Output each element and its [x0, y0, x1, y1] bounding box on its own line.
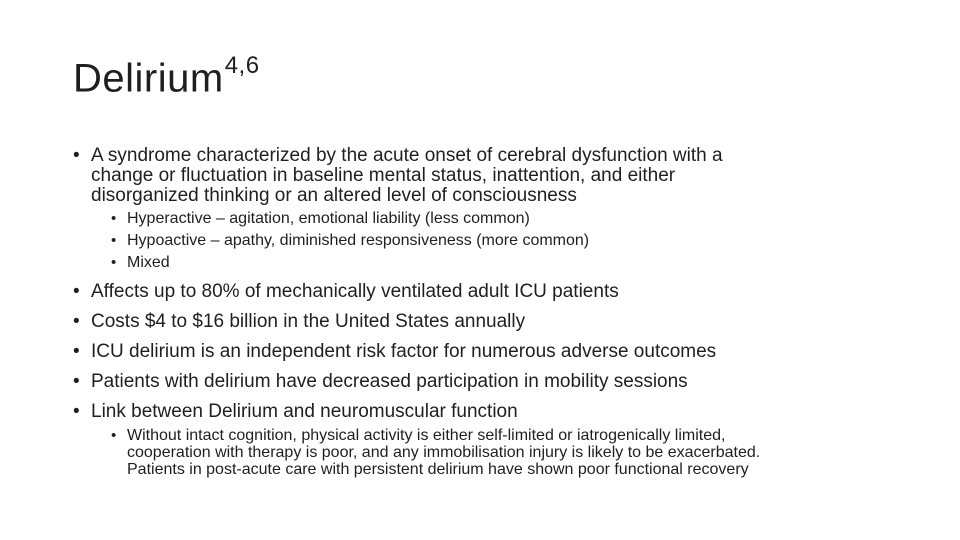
bullet-fact-neuromuscular [73, 402, 518, 422]
link-detail [111, 427, 760, 478]
definition-line-1: A syndrome characterized by the acute onset of cerebral dysfunction with a [91, 145, 723, 166]
title-text: Delirium [73, 56, 224, 101]
bullet-marker: • [73, 401, 80, 422]
bullet-marker: • [111, 254, 117, 271]
link-detail-line-1: Without intact cognition, physical activity is either self-limited or iatrogenically limited, [127, 427, 726, 444]
definition-line-3: disorganized thinking or an altered level of consciousness [91, 185, 577, 206]
bullet-marker: • [111, 427, 117, 444]
fact-text: ICU delirium is an independent risk factor for numerous adverse outcomes [91, 341, 717, 362]
fact-text: Patients with delirium have decreased participation in mobility sessions [91, 371, 688, 392]
fact-text: Affects up to 80% of mechanically ventilated adult ICU patients [91, 281, 619, 302]
bullet-fact-risk [73, 342, 716, 362]
title-citation: 4,6 [224, 52, 260, 79]
subtype-text: Hypoactive – apathy, diminished responsiveness (more common) [127, 232, 590, 249]
fact-text: Link between Delirium and neuromuscular function [91, 401, 518, 422]
fact-text: Costs $4 to $16 billion in the United States annually [91, 311, 526, 332]
slide-title [73, 52, 260, 101]
subtype-hypoactive [111, 232, 589, 250]
bullet-marker: • [73, 371, 80, 392]
bullet-definition [73, 146, 723, 206]
bullet-fact-cost [73, 312, 525, 332]
subtype-mixed [111, 254, 170, 272]
link-detail-line-3: Patients in post-acute care with persistent delirium have shown poor functional recovery [127, 461, 749, 478]
bullet-marker: • [111, 210, 117, 227]
subtype-text: Mixed [127, 254, 170, 271]
subtype-hyperactive [111, 210, 530, 228]
link-detail-line-2: cooperation with therapy is poor, and any immobilisation injury is likely to be exacerbated. [127, 444, 761, 461]
bullet-marker: • [111, 232, 117, 249]
definition-line-2: change or fluctuation in baseline mental status, inattention, and either [91, 165, 676, 186]
bullet-fact-prevalence [73, 282, 619, 302]
bullet-marker: • [73, 145, 80, 166]
bullet-marker: • [73, 311, 80, 332]
subtype-text: Hyperactive – agitation, emotional liability (less common) [127, 210, 530, 227]
bullet-marker: • [73, 281, 80, 302]
bullet-fact-mobility [73, 372, 688, 392]
bullet-marker: • [73, 341, 80, 362]
